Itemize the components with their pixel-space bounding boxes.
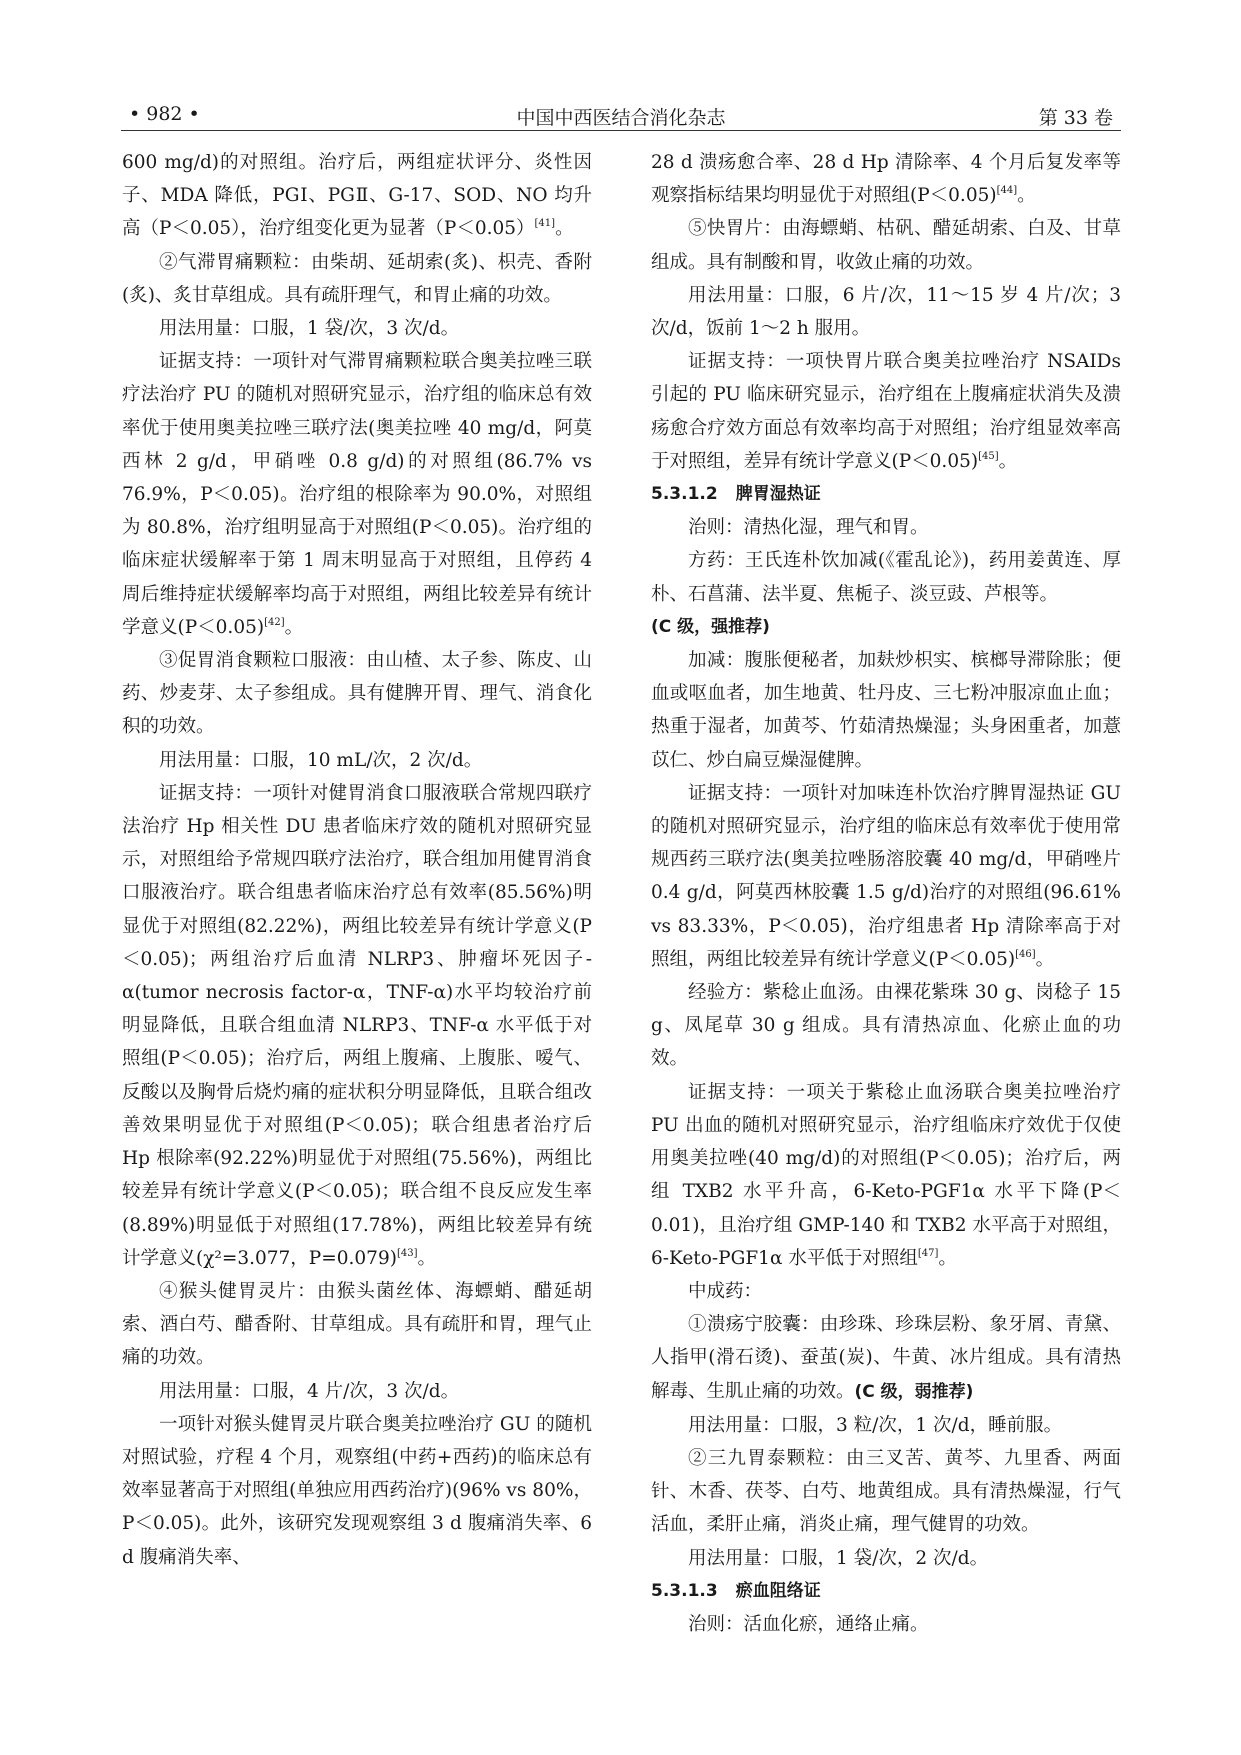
paragraph	[651, 1409, 1121, 1442]
paragraph-tail: 。	[284, 616, 304, 638]
paragraph-text: 证据支持：一项快胃片联合奥美拉唑治疗 NSAIDs 引起的 PU 临床研究显示，治疗组在上腹痛症状消失及溃疡愈合疗效方面总有效率均高于对照组；治疗组显效率高于对照组，差异有统计学意义(P＜0.05)	[651, 351, 1121, 472]
volume-label: 第 33 卷	[1038, 107, 1113, 129]
paragraph	[122, 146, 592, 246]
paragraph	[651, 644, 1121, 777]
paragraph-text: 用法用量：口服，3 粒/次，1 次/d，睡前服。	[688, 1414, 1063, 1436]
paragraph	[122, 345, 592, 644]
paragraph-text: 治则：清热化湿，理气和胃。	[688, 517, 929, 539]
paragraph-text: ④猴头健胃灵片：由猴头菌丝体、海螵蛸、醋延胡索、酒白芍、醋香附、甘草组成。具有疏肝和胃，理气止痛的功效。	[122, 1280, 592, 1369]
citation-ref: [42]	[264, 616, 285, 628]
paragraph-text: 证据支持：一项针对加味连朴饮治疗脾胃湿热证 GU 的随机对照研究显示，治疗组的临床总有效率优于使用常规西药三联疗法(奥美拉唑肠溶胶囊 40 mg/d，甲硝唑片 0.4 g/d，阿莫西林胶囊 1.5 g/d)治疗的对照组(96.61% vs 83.33%，P＜0.05)，治疗组患者 Hp 清除率高于对照组，两组比较差异有统计学意义(P＜0.05)	[651, 782, 1121, 970]
paragraph-text: 用法用量：口服，4 片/次，3 次/d。	[159, 1380, 460, 1402]
paragraph	[651, 1608, 1121, 1641]
paragraph	[651, 1442, 1121, 1542]
paragraph-text: 方药：王氏连朴饮加减(《霍乱论》)，药用姜黄连、厚朴、石菖蒲、法半夏、焦栀子、淡豆豉、芦根等。	[651, 550, 1121, 605]
recommendation-grade	[651, 611, 1121, 644]
paragraph-text: 证据支持：一项关于紫稔止血汤联合奥美拉唑治疗 PU 出血的随机对照研究显示，治疗组临床疗效优于仅使用奥美拉唑(40 mg/d)的对照组(P＜0.05)；治疗后，两组 TXB2 水平升高，6-Keto-PGF1α 水平下降(P＜0.01)，且治疗组 GMP-140 和 TXB2 水平高于对照组，6-Keto-PGF1α 水平低于对照组	[651, 1081, 1121, 1269]
paragraph	[122, 1408, 592, 1574]
paragraph-text: 证据支持：一项针对气滞胃痛颗粒联合奥美拉唑三联疗法治疗 PU 的随机对照研究显示，治疗组的临床总有效率优于使用奥美拉唑三联疗法(奥美拉唑 40 mg/d，阿莫西林 2 g/d，甲硝唑 0.8 g/d)的对照组(86.7% vs 76.9%，P＜0.05)。治疗组的根除率为 90.0%，对照组为 80.8%，治疗组明显高于对照组(P＜0.05)。治疗组的临床症状缓解率于第 1 周末明显高于对照组，且停药 4 周后维持症状缓解率均高于对照组，两组比较差异有统计学意义(P＜0.05)	[122, 351, 592, 638]
page-header	[121, 93, 1121, 133]
paragraph-text: 加减：腹胀便秘者，加麸炒枳实、槟榔导滞除胀；便血或呕血者，加生地黄、牡丹皮、三七粉冲服凉血止血；热重于湿者，加黄芩、竹茹清热燥湿；头身困重者，加薏苡仁、炒白扁豆燥湿健脾。	[651, 650, 1121, 771]
paragraph-tail: 。	[1035, 948, 1055, 970]
paragraph	[651, 212, 1121, 278]
paragraph-text: 28 d 溃疡愈合率、28 d Hp 清除率、4 个月后复发率等观察指标结果均明显优于对照组(P＜0.05)	[651, 152, 1121, 207]
paragraph-tail: 。	[417, 1247, 436, 1269]
paragraph-text: ②气滞胃痛颗粒：由柴胡、延胡索(炙)、枳壳、香附(炙)、炙甘草组成。具有疏肝理气，和胃止痛的功效。	[122, 251, 592, 306]
paragraph	[651, 976, 1121, 1076]
paragraph-tail: 。	[1017, 185, 1036, 207]
paragraph-text: ②三九胃泰颗粒：由三叉苦、黄芩、九里香、两面针、木香、茯苓、白芍、地黄组成。具有清热燥湿，行气活血，柔肝止痛，消炎止痛，理气健胃的功效。	[651, 1447, 1121, 1536]
left-column	[122, 146, 592, 1574]
paragraph	[651, 1275, 1121, 1308]
citation-ref: [43]	[396, 1247, 418, 1259]
recommendation-text: (C 级，强推荐)	[651, 616, 770, 637]
citation-ref: [45]	[978, 450, 999, 462]
page-number: • 982 •	[129, 103, 200, 125]
section-title: 脾胃湿热证	[735, 484, 821, 505]
paragraph	[122, 644, 592, 744]
paragraph-text: ①溃疡宁胶囊：由珍珠、珍珠层粉、象牙屑、青黛、人指甲(滑石烫)、蚕茧(炭)、牛黄、冰片组成。具有清热解毒、生肌止痛的功效。	[651, 1314, 1121, 1402]
paragraph-text: 经验方：紫稔止血汤。由裸花紫珠 30 g、岗稔子 15 g、凤尾草 30 g 组成。具有清热凉血、化瘀止血的功效。	[651, 982, 1121, 1070]
paragraph	[122, 312, 592, 345]
paragraph	[651, 146, 1121, 212]
paragraph	[122, 246, 592, 312]
paragraph	[651, 1076, 1121, 1275]
paragraph	[651, 279, 1121, 345]
section-number: 5.3.1.2	[651, 484, 718, 505]
paragraph-tail: 。	[938, 1247, 957, 1269]
paragraph-text: 600 mg/d)的对照组。治疗后，两组症状评分、炎性因子、MDA 降低，PGⅠ、PGⅡ、G-17、SOD、NO 均升高（P＜0.05），治疗组变化更为显著（P＜0.05）	[122, 152, 592, 240]
paragraph	[651, 1308, 1121, 1409]
paragraph	[651, 1542, 1121, 1575]
paragraph-text: 治则：活血化瘀，通络止痛。	[688, 1613, 929, 1635]
recommendation-grade: (C 级，弱推荐)	[854, 1381, 974, 1402]
paragraph	[651, 777, 1121, 976]
paragraph-text: 证据支持：一项针对健胃消食口服液联合常规四联疗法治疗 Hp 相关性 DU 患者临床疗效的随机对照研究显示，对照组给予常规四联疗法治疗，联合组加用健胃消食口服液治疗。联合组患者临床治疗总有效率(85.56%)明显优于对照组(82.22%)，两组比较差异有统计学意义(P＜0.05)；两组治疗后血清 NLRP3、肿瘤坏死因子-α(tumor necrosis factor-α，TNF-α)水平均较治疗前明显降低，且联合组血清 NLRP3、TNF-α 水平低于对照组(P＜0.05)；治疗后，两组上腹痛、上腹胀、嗳气、反酸以及胸骨后烧灼痛的症状积分明显降低，且联合组改善效果明显优于对照组(P＜0.05)；联合组患者治疗后 Hp 根除率(92.22%)明显优于对照组(75.56%)，两组比较差异有统计学意义(P＜0.05)；联合组不良反应发生率(8.89%)明显低于对照组(17.78%)，两组比较差异有统计学意义(χ²=3.077，P=0.079)	[122, 782, 592, 1269]
citation-ref: [41]	[534, 218, 556, 230]
paragraph-text: 用法用量：口服，10 mL/次，2 次/d。	[159, 749, 483, 771]
section-number: 5.3.1.3	[651, 1580, 718, 1601]
paragraph-tail: 。	[998, 450, 1018, 472]
paragraph-text: 用法用量：口服，6 片/次，11～15 岁 4 片/次；3 次/d，饭前 1～2 h 服用。	[651, 284, 1121, 340]
paragraph	[122, 744, 592, 777]
citation-ref: [47]	[917, 1247, 939, 1259]
paragraph	[122, 1275, 592, 1375]
paragraph-text: 中成药：	[688, 1280, 763, 1302]
section-heading	[651, 1575, 1121, 1608]
paragraph	[651, 345, 1121, 478]
paragraph	[122, 1375, 592, 1408]
paragraph	[122, 777, 592, 1275]
paragraph-text: ⑤快胃片：由海螵蛸、枯矾、醋延胡索、白及、甘草组成。具有制酸和胃，收敛止痛的功效。	[651, 218, 1121, 273]
header-rule	[121, 130, 1121, 131]
right-column	[651, 146, 1121, 1641]
section-title: 瘀血阻络证	[735, 1580, 821, 1601]
citation-ref: [46]	[1015, 948, 1036, 960]
journal-title: 中国中西医结合消化杂志	[516, 107, 726, 129]
paragraph-text: 用法用量：口服，1 袋/次，3 次/d。	[159, 318, 460, 340]
paragraph-text: ③促胃消食颗粒口服液：由山楂、太子参、陈皮、山药、炒麦芽、太子参组成。具有健脾开胃、理气、消食化积的功效。	[122, 650, 592, 738]
paragraph-text: 一项针对猴头健胃灵片联合奥美拉唑治疗 GU 的随机对照试验，疗程 4 个月，观察组(中药+西药)的临床总有效率显著高于对照组(单独应用西药治疗)(96% vs 80%，P＜0.05)。此外，该研究发现观察组 3 d 腹痛消失率、6 d 腹痛消失率、	[122, 1413, 592, 1568]
paragraph-tail: 。	[555, 218, 574, 240]
paragraph-text: 用法用量：口服，1 袋/次，2 次/d。	[688, 1547, 989, 1569]
paragraph	[651, 544, 1121, 610]
citation-ref: [44]	[996, 185, 1018, 197]
section-heading	[651, 478, 1121, 511]
paragraph	[651, 511, 1121, 544]
